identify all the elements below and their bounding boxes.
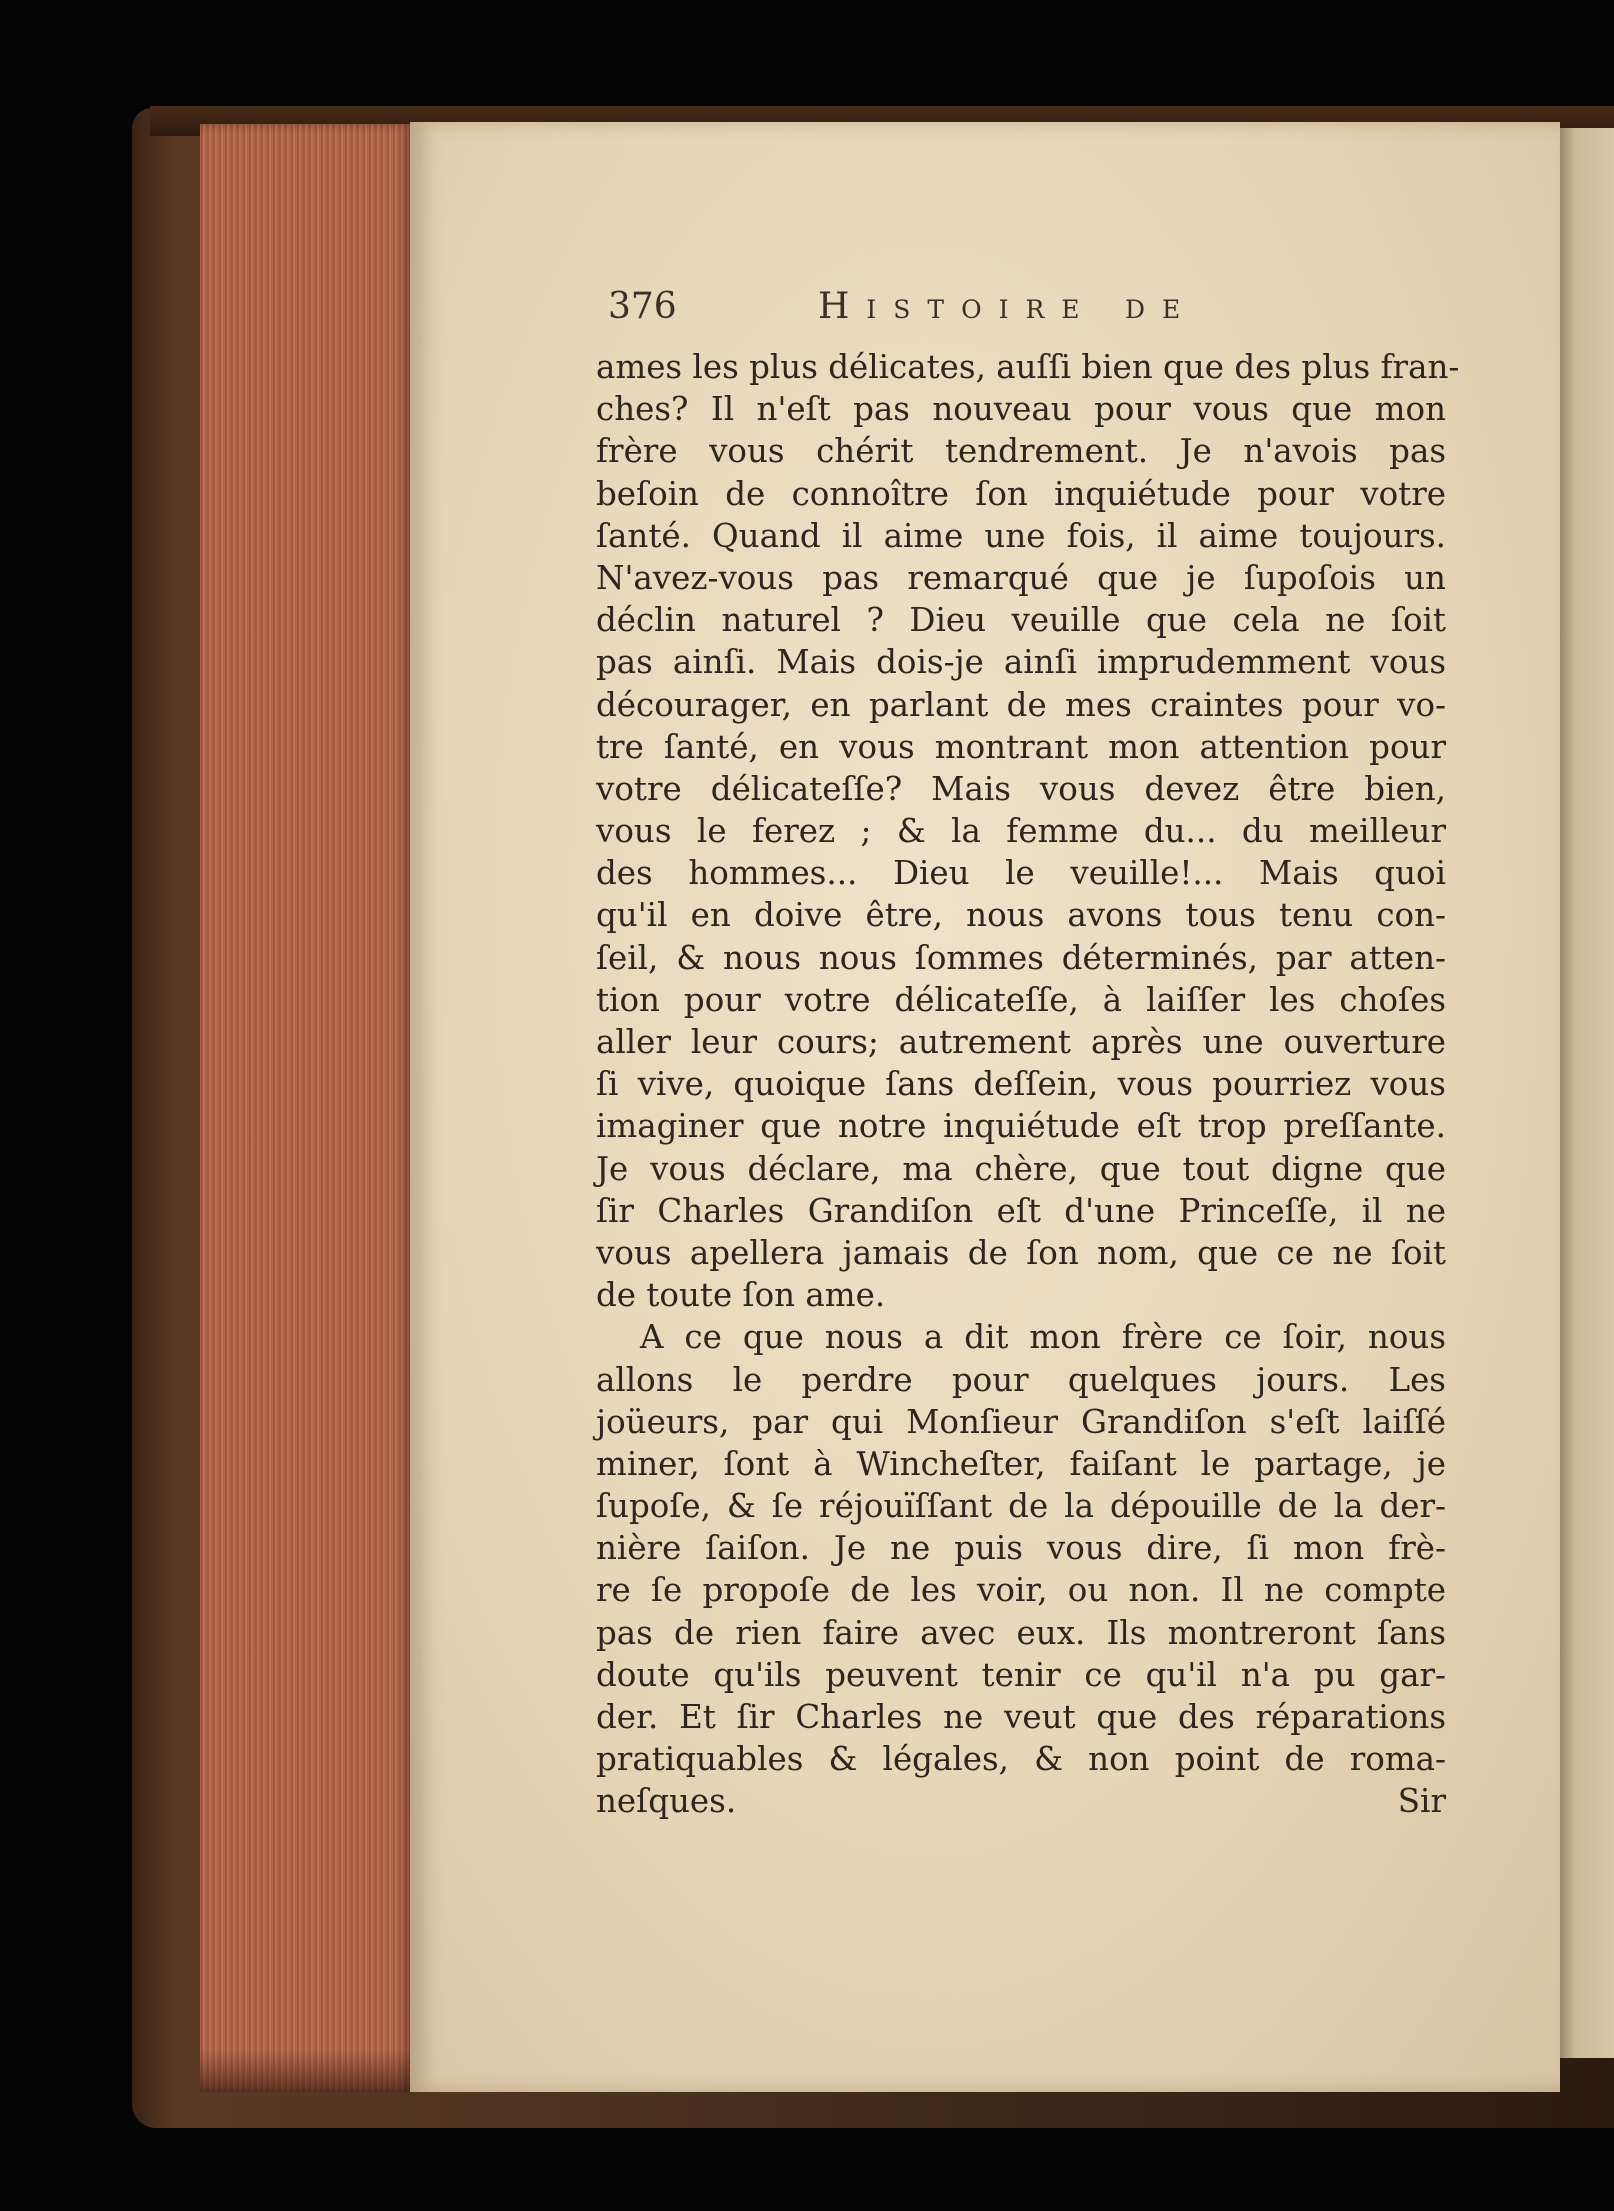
text-line: aller leur cours; autrement après une ouverture — [596, 1023, 1446, 1061]
page-edges-shadow — [200, 2050, 412, 2092]
text-line: tion pour votre délicateſſe, à laiſſer les choſes — [596, 980, 1446, 1019]
text-line: allons le perdre pour quelques jours. Les — [596, 1360, 1446, 1399]
text-line: qu'il en doive être, nous avons tous tenu con- — [596, 896, 1446, 935]
running-title: Histoire de — [818, 286, 1198, 327]
text-line: pratiquables & légales, & non point de roma- — [596, 1740, 1446, 1779]
page-edges — [200, 124, 412, 2092]
text-line: A ce que nous a dit mon frère ce ſoir, nous — [640, 1318, 1446, 1357]
text-line: votre délicateſſe? Mais vous devez être bien, — [596, 769, 1446, 808]
page-number: 376 — [608, 286, 677, 327]
text-line: pas de rien faire avec eux. Ils montreront ſans — [596, 1613, 1446, 1652]
text-line: beſoin de connoître ſon inquiétude pour votre — [596, 474, 1446, 513]
text-line: des hommes... Dieu le veuille!... Mais quoi — [596, 854, 1446, 893]
text-line: ſanté. Quand il aime une fois, il aime toujours. — [596, 516, 1446, 555]
text-line: de toute ſon ame. — [596, 1276, 886, 1315]
text-line: N'avez-vous pas remarqué que je ſupoſois un — [596, 558, 1446, 597]
text-line: ſeil, & nous nous ſommes déterminés, par atten- — [596, 938, 1446, 977]
text-line: ches? Il n'eſt pas nouveau pour vous que mon — [596, 390, 1446, 429]
page-header — [608, 278, 1428, 338]
catchword: Sir — [1397, 1782, 1446, 1821]
text-line: Je vous déclare, ma chère, que tout digne que — [596, 1149, 1446, 1188]
final-line — [596, 1780, 1446, 1822]
text-line: miner, ſont à Wincheſter, faiſant le partage, je — [596, 1444, 1446, 1483]
facing-page-edge — [1560, 128, 1614, 2058]
text-line: vous le ferez ; & la femme du... du meilleur — [596, 812, 1446, 851]
text-line: décourager, en parlant de mes craintes pour vo- — [596, 685, 1446, 724]
text-line: vous apellera jamais de ſon nom, que ce ne ſoit — [596, 1233, 1446, 1272]
text-line: nière ſaiſon. Je ne puis vous dire, ſi mon frè- — [596, 1529, 1446, 1568]
text-line: tre ſanté, en vous montrant mon attention pour — [596, 727, 1446, 766]
body-text — [596, 346, 1460, 1823]
text-line: frère vous chérit tendrement. Je n'avois pas — [596, 432, 1446, 471]
text-line: doute qu'ils peuvent tenir ce qu'il n'a pu gar- — [596, 1655, 1446, 1694]
text-line: joüeurs, par qui Monſieur Grandiſon s'eſt laiſſé — [596, 1402, 1446, 1441]
text-line: ames les plus délicates, auſſi bien que des plus fran- — [596, 348, 1460, 386]
text-line: déclin naturel ? Dieu veuille que cela ne ſoit — [596, 601, 1446, 640]
text-line: ſupoſe, & ſe réjouïſſant de la dépouille de la der- — [596, 1487, 1446, 1526]
text-line: ſi vive, quoique ſans deſſein, vous pourriez vous — [596, 1065, 1446, 1104]
text-line: der. Et ſir Charles ne veut que des réparations — [596, 1698, 1446, 1736]
text-line: pas ainſi. Mais dois-je ainſi imprudemment vous — [596, 643, 1446, 682]
text-line: ſir Charles Grandiſon eſt d'une Princeſſe, il ne — [596, 1191, 1446, 1230]
text-line: re ſe propoſe de les voir, ou non. Il ne compte — [596, 1571, 1446, 1610]
last-line-text: neſques. — [596, 1782, 737, 1821]
text-line: imaginer que notre inquiétude eſt trop preſſante. — [596, 1107, 1446, 1146]
